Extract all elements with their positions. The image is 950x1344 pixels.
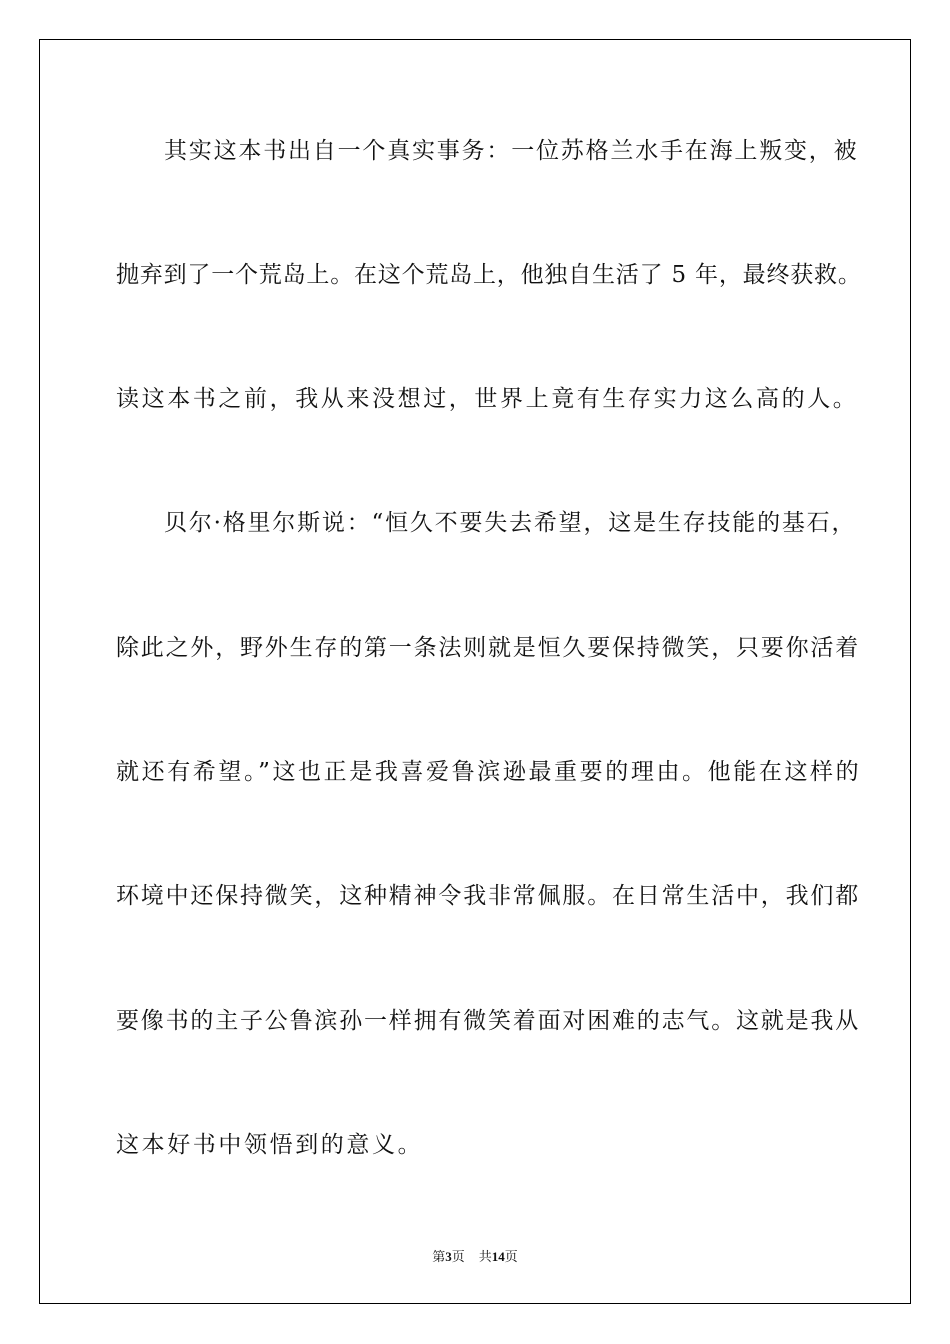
- page-suffix: 页: [451, 1249, 465, 1264]
- paragraph-line-2: 抛弃到了一个荒岛上。在这个荒岛上，他独自生活了 5 年，最终获救。: [116, 262, 862, 288]
- paragraph-line-3: 读这本书之前，我从来没想过，世界上竟有生存实力这么高的人。: [116, 386, 859, 412]
- paragraph-line-4: 贝尔·格里尔斯说：“恒久不要失去希望，这是生存技能的基石，: [164, 510, 857, 536]
- paragraph-line-8: 要像书的主子公鲁滨孙一样拥有微笑着面对困难的志气。这就是我从: [116, 1008, 860, 1034]
- total-prefix: 共: [478, 1249, 492, 1264]
- paragraph-line-6: 就还有希望。”这也正是我喜爱鲁滨逊最重要的理由。他能在这样的: [116, 759, 862, 785]
- paragraph-line-1: 其实这本书出自一个真实事务：一位苏格兰水手在海上叛变，被: [164, 138, 859, 164]
- total-page-number: 14: [491, 1249, 505, 1264]
- page-border: [39, 39, 911, 1304]
- page-prefix: 第: [432, 1249, 446, 1264]
- page-footer: [0, 1248, 950, 1266]
- paragraph-line-9: 这本好书中领悟到的意义。: [116, 1132, 424, 1158]
- paragraph-line-5: 除此之外，野外生存的第一条法则就是恒久要保持微笑，只要你活着: [116, 635, 860, 661]
- paragraph-line-7: 环境中还保持微笑，这种精神令我非常佩服。在日常生活中，我们都: [116, 883, 860, 909]
- total-suffix: 页: [504, 1249, 518, 1264]
- current-page-number: 3: [445, 1249, 452, 1264]
